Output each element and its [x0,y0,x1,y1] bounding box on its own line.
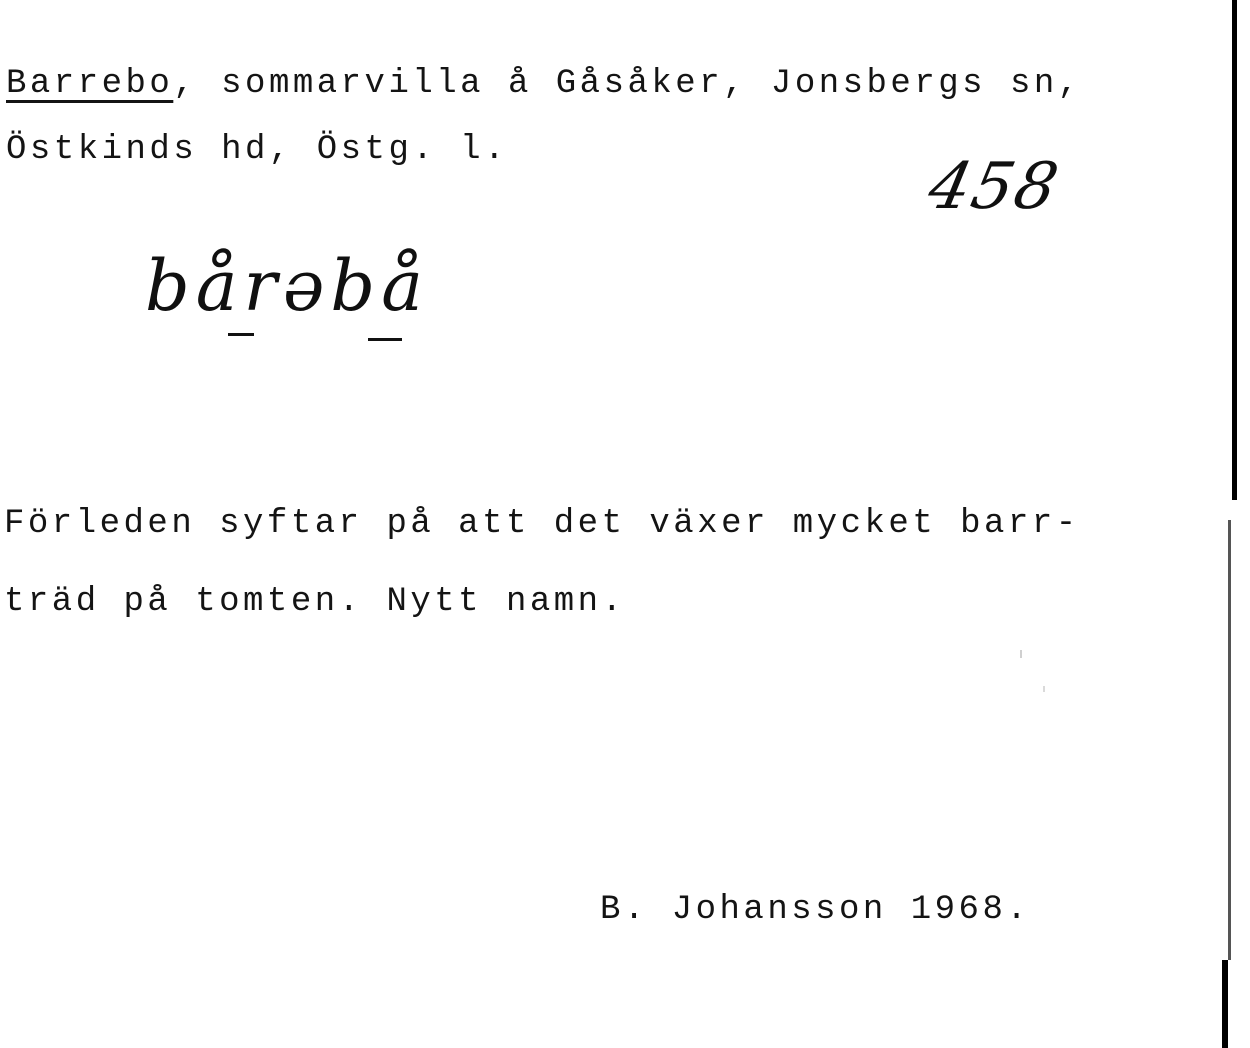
note-line-1: Förleden syftar på att det växer mycket barr- [4,505,1080,543]
entry-line-2: Östkinds hd, Östg. l. [6,131,508,169]
scan-speck [1043,686,1045,692]
scan-speck [1020,650,1022,658]
signature: B. Johansson 1968. [600,891,1031,929]
scan-edge-top [1232,0,1237,500]
phonetic-underline-1 [228,333,254,336]
scan-edge-middle [1228,520,1231,960]
entry-line-1 [6,62,1082,106]
phonetic-underline-2 [368,338,402,341]
entry-line-1-rest: , sommarvilla å Gåsåker, Jonsbergs sn, [173,65,1082,103]
headword: Barrebo [6,65,174,103]
scan-edge-bottom [1222,960,1228,1048]
card-number: 458 [922,150,1067,224]
phonetic-transcription: bårəbå [145,245,429,327]
note-line-2: träd på tomten. Nytt namn. [4,583,626,621]
